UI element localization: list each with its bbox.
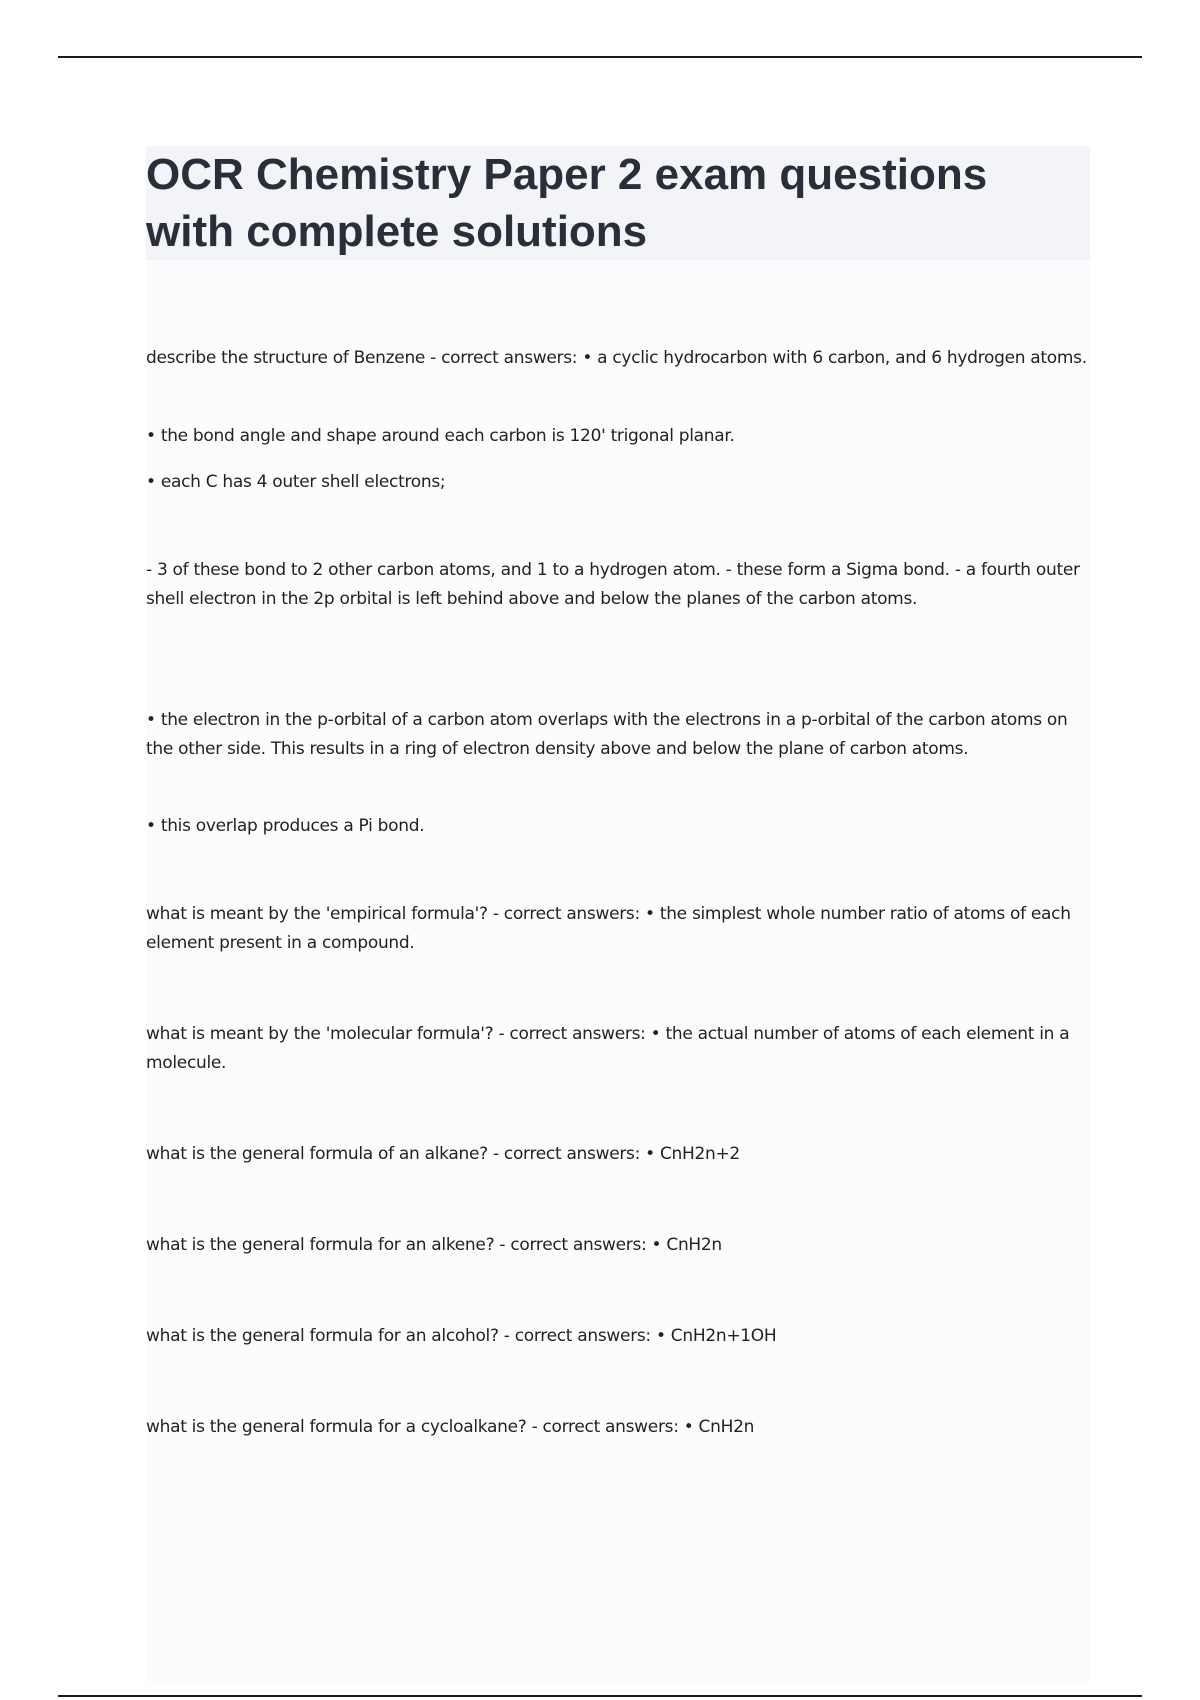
paragraph-bond-angle: • the bond angle and shape around each carbon is 120' trigonal planar. xyxy=(146,426,735,446)
paragraph-benzene-structure: describe the structure of Benzene - correct answers: • a cyclic hydrocarbon with 6 carbon, and 6 hydrogen atoms. xyxy=(146,348,1087,368)
top-rule xyxy=(58,56,1142,58)
paragraph-outer-electrons: • each C has 4 outer shell electrons; xyxy=(146,472,446,492)
document-title: OCR Chemistry Paper 2 exam questions with complete solutions xyxy=(146,150,988,256)
paragraph-pi-bond: • this overlap produces a Pi bond. xyxy=(146,816,425,836)
paragraph-alkane-formula: what is the general formula of an alkane? - correct answers: • CnH2n+2 xyxy=(146,1144,740,1164)
paragraph-molecular-formula: what is meant by the 'molecular formula'? - correct answers: • the actual number of atoms of each element in a molecule. xyxy=(146,1024,1070,1073)
bottom-rule xyxy=(58,1695,1142,1697)
paragraph-cycloalkane-formula: what is the general formula for a cycloalkane? - correct answers: • CnH2n xyxy=(146,1417,755,1437)
paragraph-alcohol-formula: what is the general formula for an alcohol? - correct answers: • CnH2n+1OH xyxy=(146,1326,777,1346)
paragraph-p-orbital-overlap: • the electron in the p-orbital of a carbon atom overlaps with the electrons in a p-orbital of the carbon atoms on the other side. This results in a ring of electron density above and below the plane of carbon atoms. xyxy=(146,710,1068,759)
document-content xyxy=(146,146,1090,1686)
title-box xyxy=(146,146,1090,260)
paragraph-sigma-bond: - 3 of these bond to 2 other carbon atoms, and 1 to a hydrogen atom. - these form a Sigma bond. - a fourth outer shell electron in the 2p orbital is left behind above and below the planes of the carbon atoms. xyxy=(146,560,1080,609)
paragraph-alkene-formula: what is the general formula for an alkene? - correct answers: • CnH2n xyxy=(146,1235,722,1255)
paragraph-empirical-formula: what is meant by the 'empirical formula'? - correct answers: • the simplest whole number ratio of atoms of each element present in a compound. xyxy=(146,904,1071,953)
